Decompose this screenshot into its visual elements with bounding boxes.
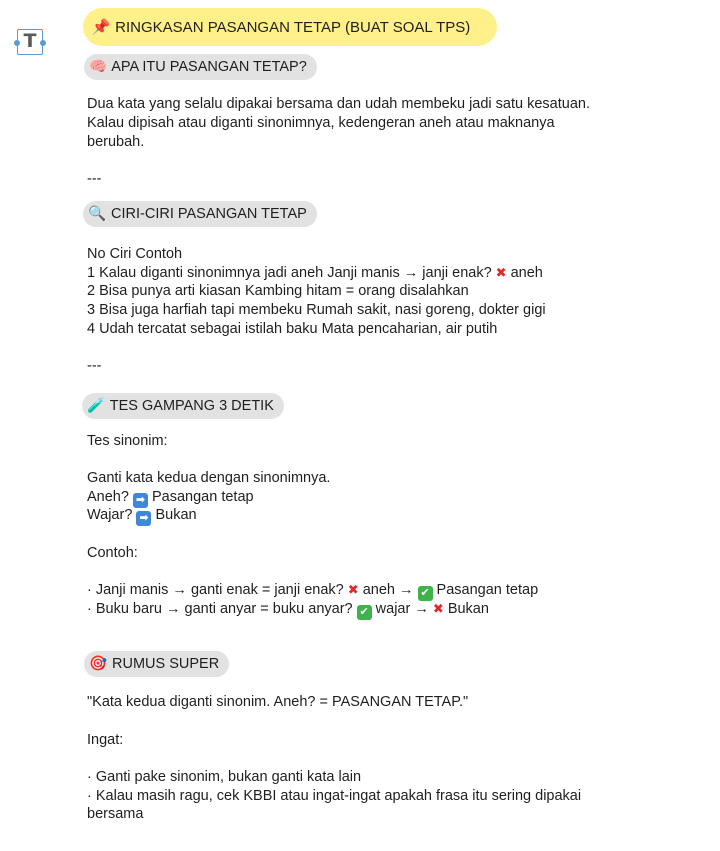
section-heading-test: 🧪 TES GAMPANG 3 DETIK: [82, 393, 284, 419]
remember-label: Ingat:: [87, 732, 124, 748]
table-row: 3 Bisa juga harfiah tapi membeku Rumah sakit, nasi goreng, dokter gigi: [87, 302, 546, 318]
target-icon: 🎯: [88, 656, 108, 672]
rule-line: Wajar? ➡ Bukan: [87, 507, 197, 524]
cross-mark-icon: ✖: [432, 602, 444, 617]
test-intro: Tes sinonim:: [87, 433, 168, 449]
bullet-line: · Kalau masih ragu, cek KBBI atau ingat-ingat apakah frasa itu sering dipakai: [87, 788, 582, 804]
cross-mark-icon: ✖: [495, 266, 507, 281]
section-heading-what: 🧠 APA ITU PASANGAN TETAP?: [84, 54, 317, 80]
section-heading-traits: 🔍 CIRI-CIRI PASANGAN TETAP: [83, 201, 317, 227]
resize-handle-left[interactable]: [14, 40, 20, 46]
example-line: · Janji manis → ganti enak = janji enak? ✖ aneh → ✔ Pasangan tetap: [87, 582, 539, 599]
paragraph-line: Kalau dipisah atau diganti sinonimnya, kedengeran aneh atau maknanya: [87, 115, 555, 131]
text-t-glyph: T: [17, 29, 43, 55]
paragraph-line: Dua kata yang selalu dipakai bersama dan udah membeku jadi satu kesatuan.: [87, 96, 590, 112]
document-title: [83, 8, 497, 46]
resize-handle-right[interactable]: [40, 40, 46, 46]
table-row: 1 Kalau diganti sinonimnya jadi aneh Janji manis → janji enak? ✖ aneh: [87, 265, 543, 281]
text-tool-icon[interactable]: [15, 27, 45, 57]
right-arrow-icon: ➡: [136, 511, 151, 526]
test-instruction: Ganti kata kedua dengan sinonimnya.: [87, 470, 331, 486]
pushpin-icon: 📌: [91, 18, 111, 36]
table-header-row: No Ciri Contoh: [87, 246, 183, 262]
formula-quote: "Kata kedua diganti sinonim. Aneh? = PASANGAN TETAP.": [87, 694, 469, 710]
divider-text: ---: [87, 358, 102, 374]
example-label: Contoh:: [87, 545, 138, 561]
bullet-line: bersama: [87, 806, 144, 822]
test-tube-icon: 🧪: [86, 398, 106, 414]
section-heading-formula: 🎯 RUMUS SUPER: [84, 651, 229, 677]
rule-line: Aneh? ➡ Pasangan tetap: [87, 489, 254, 506]
brain-icon: 🧠: [88, 59, 108, 75]
check-mark-icon: ✔: [418, 586, 433, 601]
magnifier-icon: 🔍: [87, 206, 107, 222]
divider-text: ---: [87, 171, 102, 187]
cross-mark-icon: ✖: [347, 583, 359, 598]
example-line: · Buku baru → ganti anyar = buku anyar? ✔ wajar → ✖ Bukan: [87, 601, 489, 618]
table-row: 4 Udah tercatat sebagai istilah baku Mata pencaharian, air putih: [87, 321, 498, 337]
table-row: 2 Bisa punya arti kiasan Kambing hitam = orang disalahkan: [87, 283, 469, 299]
right-arrow-icon: ➡: [133, 493, 148, 508]
paragraph-line: berubah.: [87, 134, 145, 150]
bullet-line: · Ganti pake sinonim, bukan ganti kata lain: [87, 769, 362, 785]
document-title-text: RINGKASAN PASANGAN TETAP (BUAT SOAL TPS): [115, 19, 471, 36]
check-mark-icon: ✔: [357, 605, 372, 620]
